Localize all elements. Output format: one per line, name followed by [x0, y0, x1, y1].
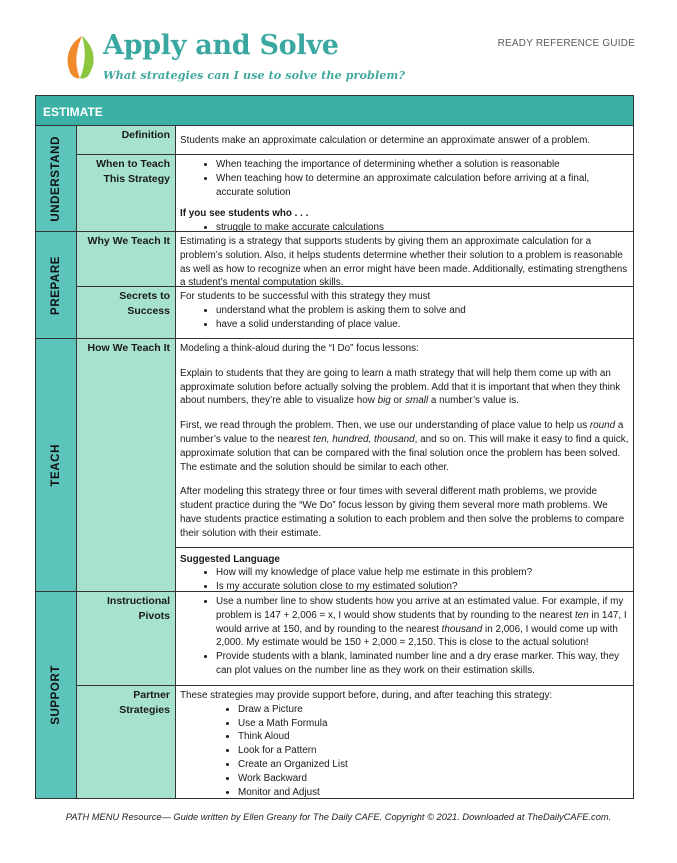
leaf-logo-icon [62, 34, 98, 80]
page-footer: PATH MENU Resource— Guide written by Ellen Greany for The Daily CAFE. Copyright © 2021. Downloaded at TheDailyCAFE.com. [65, 812, 612, 822]
list-item: • How will my knowledge of place value help me estimate in this problem? [216, 566, 629, 580]
instructional-pivots-label: Instructional Pivots [77, 592, 176, 685]
how-we-teach-content: Modeling a think-aloud during the “I Do” focus lessons: Explain to students that they are going to learn a math strategy that will help them come up with an approximate solution before actually solving the problem. Add that it is important that when they think about numbers, they’re able to visualize how big or small a number’s value is. First, we read through the problem. Then, we use our understanding of place value to help us round a number’s value to the nearest ten, hundred, thousand, and so on. This will make it easy to find a quick, approximate solution that can be compared with the final solution once the problem has been solved. The estimate and the solution should be similar to each other. After modeling this strategy three or four times with several different math problems, we provide student practice during the “We Do” focus lesson by giving them several more math problems. We have students practice estimating a solution to each problem and then solve the problems to compare their solution with their estimate. Suggested Language • How will my knowledge of place value help me estimate in this problem? • Is my accurate solution close to my estimated solution? [176, 339, 633, 591]
when-to-teach-content [176, 155, 633, 234]
how-we-teach-label: How We Teach It [77, 339, 176, 591]
why-we-teach-label: Why We Teach It [77, 232, 176, 286]
strategy-banner: ESTIMATE [36, 96, 633, 126]
list-item: • Think Aloud [238, 730, 629, 744]
section-prepare [36, 232, 633, 339]
secrets-to-success-label: Secrets to Success [77, 287, 176, 338]
page-subtitle: What strategies can I use to solve the problem? [103, 68, 405, 82]
list-item: • understand what the problem is asking them to solve and [216, 304, 629, 318]
list-item: • Draw a Picture [238, 703, 629, 717]
when-to-teach-label: When to Teach This Strategy [77, 155, 176, 231]
list-item: • When teaching the importance of determining whether a solution is reasonable [216, 158, 629, 172]
page-header [0, 0, 677, 92]
row-when-to-teach [77, 155, 633, 234]
row-partner-strategies [77, 686, 633, 798]
list-item: • Use a number line to show students how you arrive at an estimated value. For example, if my problem is 147 + 2,006 = x, I would show students that by rounding to the nearest ten in 147, I would arrive at 150, and by rounding to the nearest thousand in 2,006, I would come up with 2,000. My estimate would be 150 + 2,000 = 2,150. This is close to the actual solution! [216, 595, 629, 650]
row-secrets-to-success [77, 287, 633, 338]
suggested-language-box [176, 547, 633, 594]
strategy-table [35, 95, 634, 799]
partner-strategies-label: Partner Strategies [77, 686, 176, 798]
section-label-prepare: PREPARE [36, 232, 77, 338]
definition-label: Definition [77, 126, 176, 154]
page-title: Apply and Solve [103, 30, 339, 61]
list-item: • Look for a Pattern [238, 744, 629, 758]
if-you-see-heading: If you see students who . . . [180, 208, 309, 220]
list-item: • struggle to make accurate calculations [216, 221, 629, 235]
partner-strategies-content: These strategies may provide support before, during, and after teaching this strategy: • Draw a Picture • Use a Math Formula • Think Aloud • Look for a Pattern • Create an Organized List • Work Backward • Monitor and Adjust [176, 686, 633, 798]
row-why-we-teach [77, 232, 633, 287]
guide-label: READY REFERENCE GUIDE [497, 38, 635, 49]
secrets-to-success-content: For students to be successful with this strategy they must • understand what the problem is asking them to solve and • have a solid understanding of place value. [176, 287, 633, 338]
section-label-support: SUPPORT [36, 592, 77, 798]
section-teach [36, 339, 633, 592]
row-how-we-teach [77, 339, 633, 591]
section-label-teach: TEACH [36, 339, 77, 591]
list-item: • Monitor and Adjust [238, 786, 629, 800]
list-item: • Provide students with a blank, laminated number line and a dry erase marker. This way, they can plot values on the number line as they work on their estimation skills. [216, 650, 629, 678]
row-definition [77, 126, 633, 155]
list-item: • Use a Math Formula [238, 717, 629, 731]
suggested-language-heading: Suggested Language [180, 553, 280, 565]
section-support [36, 592, 633, 798]
list-item: • Create an Organized List [238, 758, 629, 772]
section-understand [36, 126, 633, 232]
list-item: • When teaching how to determine an approximate calculation before arriving at a final, accurate solution [216, 172, 629, 200]
section-label-understand: UNDERSTAND [36, 126, 77, 231]
row-instructional-pivots [77, 592, 633, 686]
instructional-pivots-content [176, 592, 633, 685]
list-item: • have a solid understanding of place value. [216, 318, 629, 332]
list-item: • Is my accurate solution close to my estimated solution? [216, 580, 629, 594]
why-we-teach-text: Estimating is a strategy that supports students by giving them an approximate calculation for a problem’s solution. Also, it helps students determine whether their solution to a problem is reasonable as well as how to recognize when an error might have been made. Additionally, estimating strengthens a student’s mental computation skills. [180, 236, 628, 289]
definition-text: Students make an approximate calculation or determine an approximate answer of a problem. [180, 135, 591, 146]
list-item: • Work Backward [238, 772, 629, 786]
